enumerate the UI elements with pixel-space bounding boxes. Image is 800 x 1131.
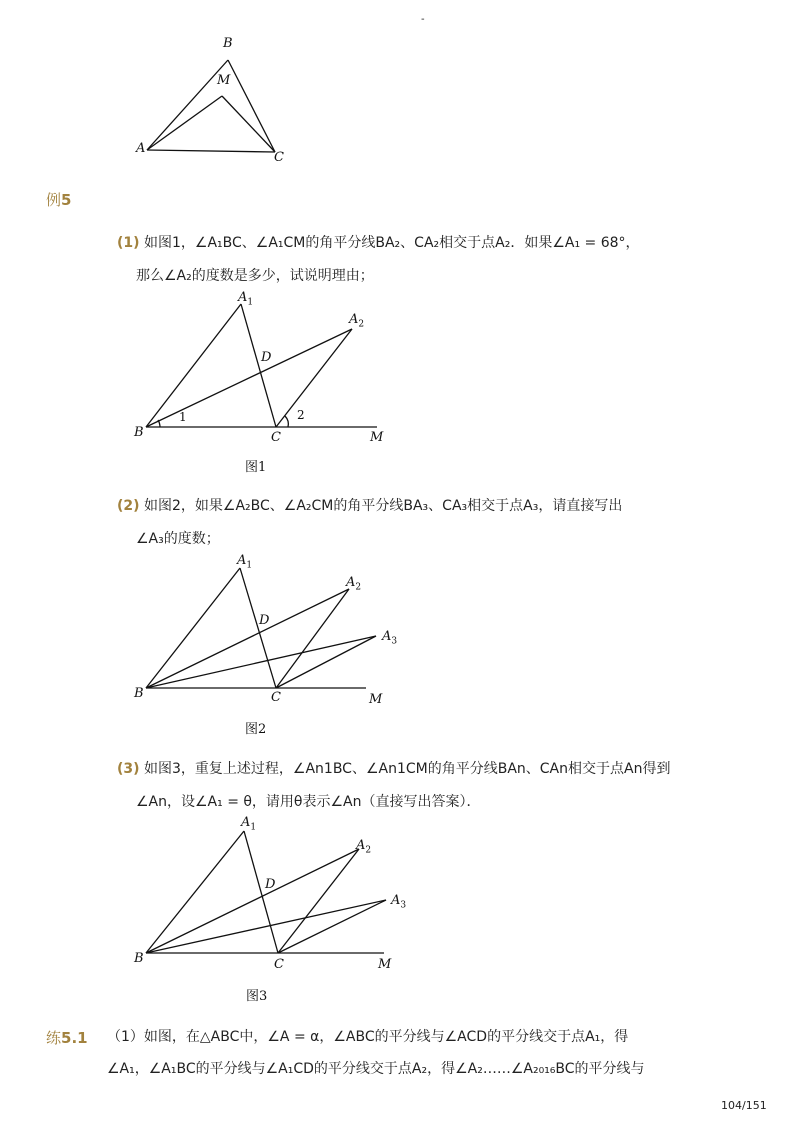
q3-text-line1: 如图3，重复上述过程，∠An1BC、∠An1CM的角平分线BAn、CAn相交于点An得到 xyxy=(144,761,671,777)
page-number: 104/151 xyxy=(721,1099,767,1112)
figure-triangle-abc-m xyxy=(130,30,300,170)
q3-line2: ∠An，设∠A₁ = θ，请用θ表示∠An（直接写出答案）． xyxy=(136,794,481,810)
fig3-label-a2: $A_2$ xyxy=(356,838,372,856)
fig2-caption: 图2 xyxy=(245,722,267,737)
example-heading xyxy=(46,189,71,210)
fig2-label-a2: $A_2$ xyxy=(346,575,362,593)
q1-text-line1: 如图1，∠A₁BC、∠A₁CM的角平分线BA₂、CA₂相交于点A₂．如果∠A₁ = 68°， xyxy=(144,235,640,251)
example-number: 5 xyxy=(61,191,72,209)
q2-line1 xyxy=(117,496,622,516)
practice-line2: ∠A₁，∠A₁BC的平分线与∠A₁CD的平分线交于点A₂，得∠A₂……∠A₂₀₁₆BC的平分线与 xyxy=(107,1061,645,1077)
fig2-label-c: C xyxy=(271,690,281,705)
example-prefix: 例 xyxy=(46,191,62,209)
fig1-caption: 图1 xyxy=(245,460,267,475)
q1-line1 xyxy=(117,233,640,253)
fig0-label-c: C xyxy=(274,150,284,165)
fig3-caption: 图3 xyxy=(246,989,268,1004)
fig0-label-a: A xyxy=(136,141,146,156)
fig2-label-b: B xyxy=(134,686,144,701)
fig1-angle-2: 2 xyxy=(297,408,305,422)
fig3-label-a1: $A_1$ xyxy=(241,815,257,833)
fig3-label-c: C xyxy=(274,957,284,972)
fig1-label-c: C xyxy=(271,430,281,445)
q2-number: (2) xyxy=(117,498,140,514)
q1-line2: 那么∠A₂的度数是多少，试说明理由； xyxy=(136,268,374,284)
fig2-label-a3: $A_3$ xyxy=(382,629,398,647)
fig1-label-b: B xyxy=(134,425,144,440)
fig2-label-a1: $A_1$ xyxy=(237,553,253,571)
fig3-label-b: B xyxy=(134,951,144,966)
practice-number: 5.1 xyxy=(61,1029,88,1047)
q3-line1 xyxy=(117,759,670,779)
fig2-label-m: M xyxy=(369,692,383,707)
fig1-label-m: M xyxy=(370,430,384,445)
practice-line1: （1）如图，在△ABC中，∠A = α，∠ABC的平分线与∠ACD的平分线交于点A₁，得 xyxy=(107,1029,629,1045)
q2-text-line1: 如图2，如果∠A₂BC、∠A₂CM的角平分线BA₃、CA₃相交于点A₃，请直接写出 xyxy=(144,498,623,514)
q2-line2: ∠A₃的度数； xyxy=(136,531,220,547)
q3-number: (3) xyxy=(117,761,140,777)
fig3-label-d: D xyxy=(265,877,276,892)
fig3-label-m: M xyxy=(378,957,392,972)
q1-number: (1) xyxy=(117,235,140,251)
practice-prefix: 练 xyxy=(46,1029,62,1047)
practice-heading xyxy=(46,1027,88,1048)
fig3-label-a3: $A_3$ xyxy=(391,893,407,911)
fig1-label-a1: $A_1$ xyxy=(238,290,254,308)
fig1-label-d: D xyxy=(261,350,272,365)
fig0-label-m: M xyxy=(217,73,231,88)
fig1-label-a2: $A_2$ xyxy=(349,312,365,330)
top-mark: - xyxy=(421,14,425,25)
fig2-label-d: D xyxy=(259,613,270,628)
fig1-angle-1: 1 xyxy=(179,410,187,424)
fig0-label-b: B xyxy=(223,36,233,51)
